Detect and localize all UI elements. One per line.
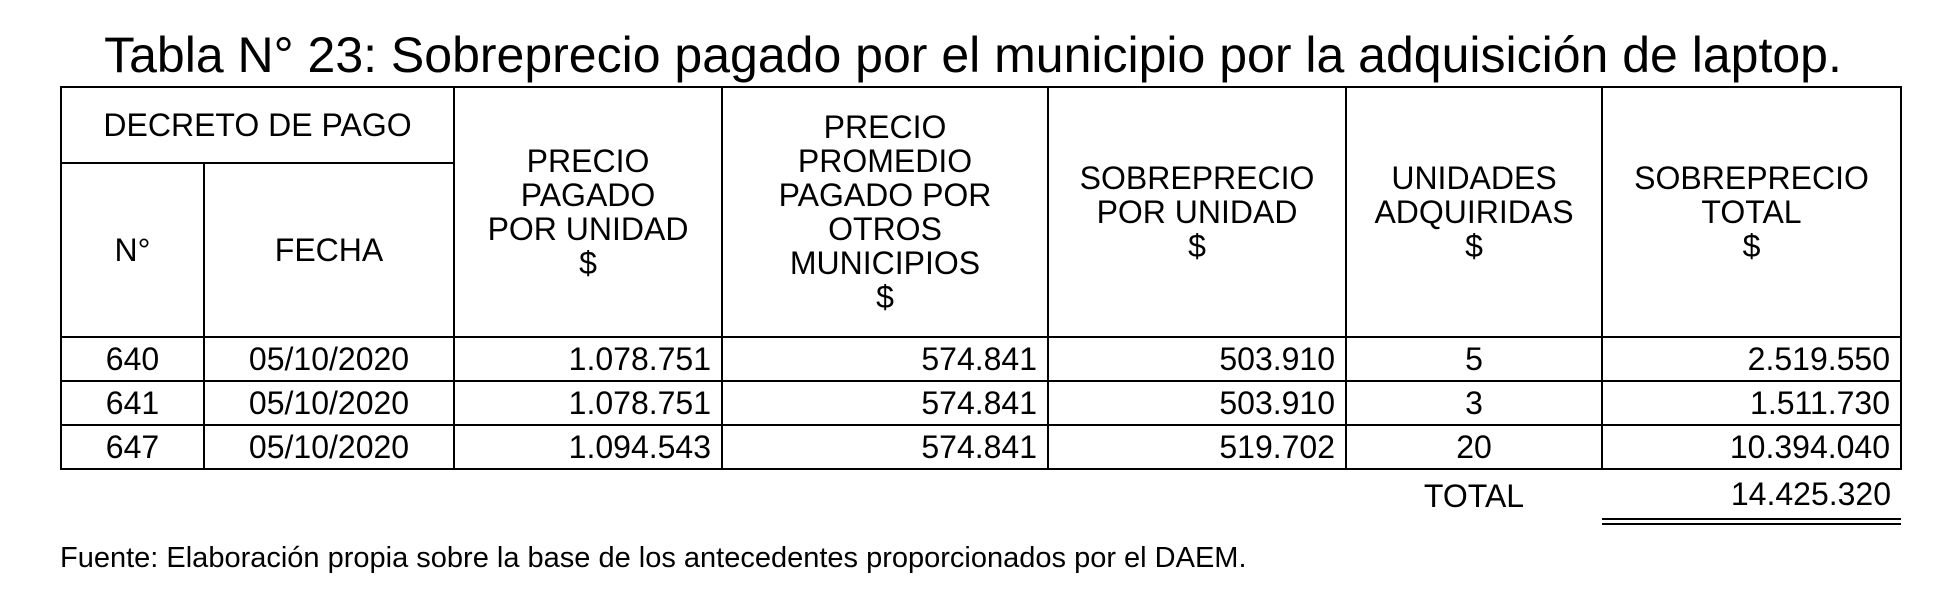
header-sobreprecio-por-unidad: [1048, 87, 1346, 337]
overprice-table: [60, 86, 1902, 525]
header-line: MUNICIPIOS: [789, 245, 981, 281]
header-line: ADQUIRIDAS: [1374, 194, 1574, 230]
header-fecha: FECHA: [204, 163, 454, 337]
total-value: 14.425.320: [1602, 469, 1901, 522]
cell-numero: 641: [61, 381, 204, 425]
cell-numero: 640: [61, 337, 204, 381]
cell-fecha: 05/10/2020: [204, 425, 454, 469]
cell-precio-pagado: 1.094.543: [454, 425, 722, 469]
header-line: PRECIO: [526, 143, 650, 179]
header-line: $: [1465, 228, 1483, 264]
source-note: Fuente: Elaboración propia sobre la base de los antecedentes proporcionados por el DAEM.: [60, 542, 1247, 574]
cell-numero: 647: [61, 425, 204, 469]
cell-precio-promedio: 574.841: [722, 337, 1048, 381]
header-line: UNIDADES: [1391, 160, 1557, 196]
table-row: [61, 425, 1901, 469]
cell-precio-promedio: 574.841: [722, 425, 1048, 469]
cell-sobreprecio-unidad: 503.910: [1048, 381, 1346, 425]
header-decreto-de-pago: DECRETO DE PAGO: [61, 87, 454, 163]
header-line: TOTAL: [1701, 194, 1802, 230]
header-line: SOBREPRECIO: [1079, 160, 1315, 196]
table-row: [61, 337, 1901, 381]
cell-sobreprecio-unidad: 503.910: [1048, 337, 1346, 381]
total-spacer: [61, 469, 1346, 522]
header-line: $: [1188, 228, 1206, 264]
header-unidades-adquiridas: [1346, 87, 1602, 337]
cell-precio-pagado: 1.078.751: [454, 381, 722, 425]
cell-precio-pagado: 1.078.751: [454, 337, 722, 381]
cell-unidades: 20: [1346, 425, 1602, 469]
header-line: $: [876, 279, 894, 315]
header-precio-pagado: [454, 87, 722, 337]
header-line: POR UNIDAD: [487, 211, 689, 247]
header-line: $: [1742, 228, 1761, 264]
header-sobreprecio-total: [1602, 87, 1901, 337]
header-precio-promedio: [722, 87, 1048, 337]
header-line: SOBREPRECIO: [1634, 160, 1869, 196]
header-row-1: [61, 87, 1901, 163]
header-numero: N°: [61, 163, 204, 337]
table-row: [61, 381, 1901, 425]
cell-sobreprecio-total: 10.394.040: [1602, 425, 1901, 469]
cell-unidades: 5: [1346, 337, 1602, 381]
header-line: OTROS: [828, 211, 942, 247]
total-label: TOTAL: [1423, 477, 1525, 514]
header-line: PAGADO: [520, 177, 656, 213]
cell-sobreprecio-total: 2.519.550: [1602, 337, 1901, 381]
header-line: PRECIO: [823, 109, 947, 145]
header-line: PAGADO POR: [778, 177, 992, 213]
header-line: $: [579, 245, 597, 281]
cell-precio-promedio: 574.841: [722, 381, 1048, 425]
cell-fecha: 05/10/2020: [204, 381, 454, 425]
cell-sobreprecio-total: 1.511.730: [1602, 381, 1901, 425]
total-row: [61, 469, 1901, 522]
cell-fecha: 05/10/2020: [204, 337, 454, 381]
cell-unidades: 3: [1346, 381, 1602, 425]
header-line: POR UNIDAD: [1096, 194, 1298, 230]
header-line: PROMEDIO: [797, 143, 973, 179]
table-title: Tabla N° 23: Sobreprecio pagado por el municipio por la adquisición de laptop.: [104, 27, 1842, 83]
cell-sobreprecio-unidad: 519.702: [1048, 425, 1346, 469]
